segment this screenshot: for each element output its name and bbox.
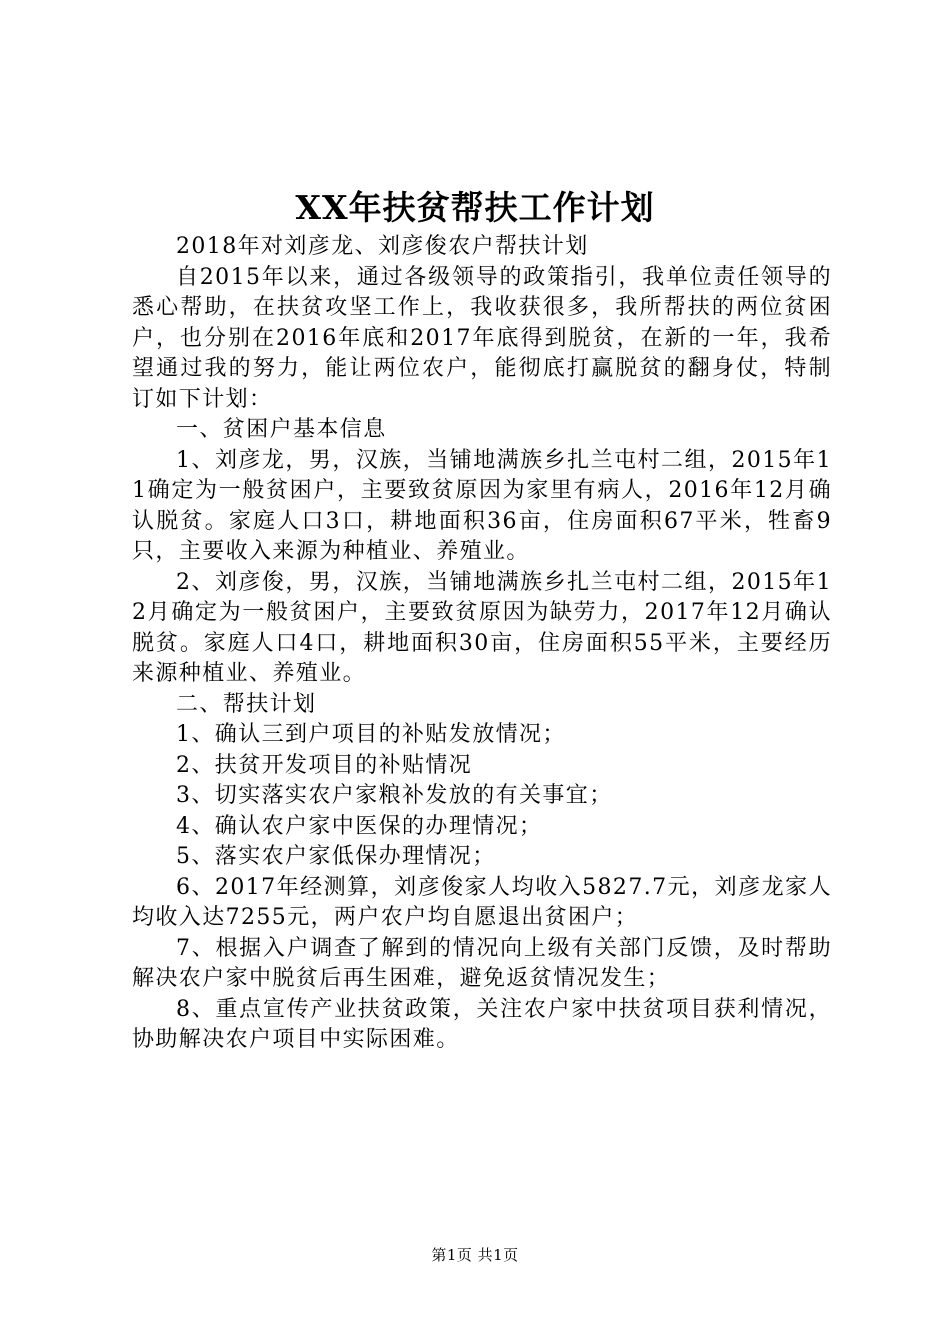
plan-item-4: 4、确认农户家中医保的办理情况；	[176, 813, 543, 839]
plan-item-7: 7、根据入户调查了解到的情况向上级有关部门反馈，及时帮助解决农户家中脱贫后再生困难，避免返贫情况发生；	[132, 935, 832, 991]
plan-item-6: 6、2017年经测算，刘彦俊家人均收入5827.7元，刘彦龙家人均收入达7255元，两户农户均自愿退出贫困户；	[132, 874, 832, 930]
section-heading-plan: 二、帮扶计划	[176, 691, 317, 717]
plan-item-3: 3、切实落实农户家粮补发放的有关事宜；	[176, 783, 613, 808]
household-2-paragraph: 2、刘彦俊，男，汉族，当铺地满族乡扎兰屯村二组，2015年12月确定为一般贫困户，主要致贫原因为缺劳力，2017年12月确认脱贫。家庭人口4口，耕地面积30亩，住房面积55平米，主要经历来源种植业、养殖业。	[132, 569, 832, 686]
page-footer: 第1页 共1页	[431, 1246, 519, 1264]
plan-item-2: 2、扶贫开发项目的补贴情况	[176, 752, 473, 778]
plan-item-8: 8、重点宣传产业扶贫政策，关注农户家中扶贫项目获利情况，协助解决农户项目中实际困难。	[132, 996, 832, 1052]
intro-paragraph: 自2015年以来，通过各级领导的政策指引，我单位责任领导的悉心帮助，在扶贫攻坚工作上，我收获很多，我所帮扶的两位贫困户，也分别在2016年底和2017年底得到脱贫，在新的一年，我希望通过我的努力，能让两位农户，能彻底打赢脱贫的翻身仗，特制订如下计划：	[132, 264, 832, 412]
plan-item-1: 1、确认三到户项目的补贴发放情况；	[176, 722, 566, 747]
plan-item-5: 5、落实农户家低保办理情况；	[176, 844, 496, 869]
household-1-paragraph: 1、刘彦龙，男，汉族，当铺地满族乡扎兰屯村二组，2015年11确定为一般贫困户，主要致贫原因为家里有病人，2016年12月确认脱贫。家庭人口3口，耕地面积36亩，住房面积67平米，牲畜9只，主要收入来源为种植业、养殖业。	[132, 447, 832, 564]
plan-subtitle: 2018年对刘彦龙、刘彦俊农户帮扶计划	[176, 234, 589, 259]
document-body	[132, 232, 832, 1056]
document-title: XX年扶贫帮扶工作计划	[295, 188, 655, 227]
section-heading-basic-info: 一、贫困户基本信息	[176, 417, 387, 442]
